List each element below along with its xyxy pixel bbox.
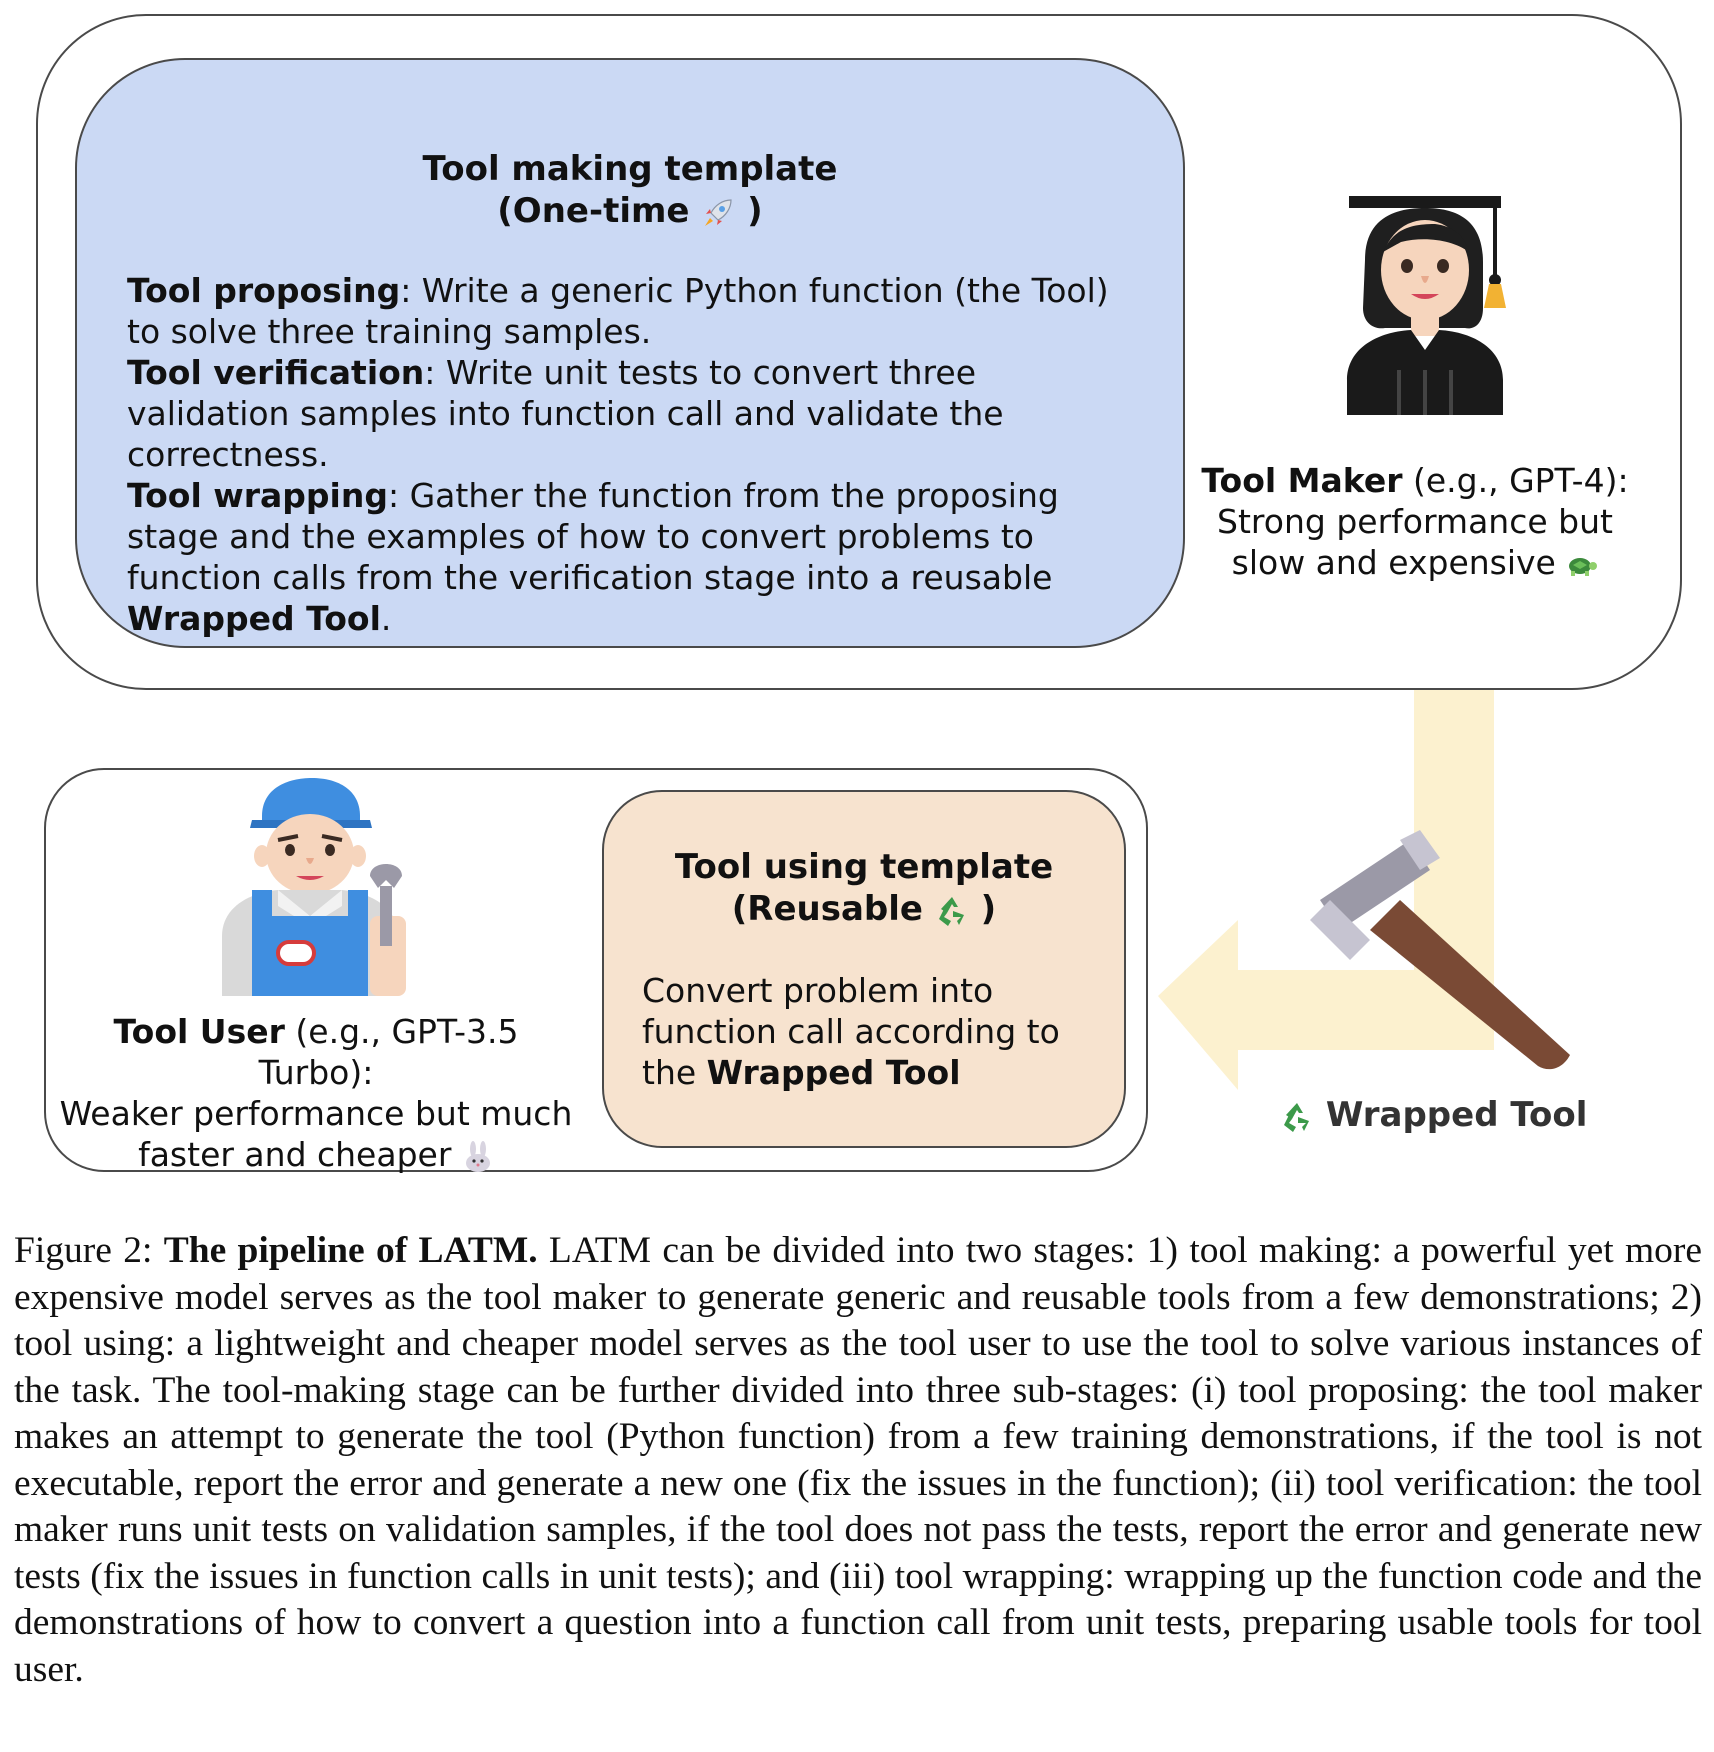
rabbit-icon [462,1141,494,1173]
tool-user-caption: Tool User (e.g., GPT-3.5 Turbo): Weaker performance but much faster and cheaper [59,1012,573,1174]
tool-maker-caption: Tool Maker (e.g., GPT-4): Strong performance but slow and expensive [1201,461,1629,582]
graduate-student-icon [1325,190,1525,415]
hammer-icon [1300,830,1580,1070]
figure-caption: Figure 2: The pipeline of LATM. LATM can be divided into two stages: 1) tool making: a powerful yet more expensive model serves as the tool maker to generate generic and reusable tools from a few demonstrations; 2) tool using: a lightweight and cheaper model serves as the tool user to use the tool to solve various instances of the task. The tool-making stage can be further divided into three sub-stages: (i) tool proposing: the tool maker makes an attempt to generate the tool (Python function) from a few training demonstrations, if the tool is not executable, report the error and generate a new one (fix the issues in the function); (ii) tool verification: the tool maker runs unit tests on validation samples, if the tool does not pass the tests, report the error and generate new tests (fix the issues in function calls in unit tests); and (iii) tool wrapping: wrapping up the function code and the demonstrations of how to convert a question into a function call from unit tests, preparing usable tools for tool user. [14,1230,1702,1690]
tool-using-template-panel [602,790,1126,1148]
step-tool-verification: Tool verification: Write unit tests to convert three validation samples into function call and validate the correctness. [127,353,1004,474]
recycle-icon [935,895,969,927]
tool-using-description: Convert problem into function call according to the Wrapped Tool [642,971,1060,1092]
rocket-icon [701,196,735,230]
mechanic-icon [222,776,412,996]
step-tool-proposing: Tool proposing: Write a generic Python function (the Tool) to solve three training samples. [127,271,1109,351]
tool-making-steps [127,270,1143,639]
tool-making-template-title: Tool making template (One-time ) [422,149,838,231]
tool-making-template-panel [75,58,1185,648]
wrapped-tool-label: Wrapped Tool [1280,1095,1587,1135]
recycle-icon [1280,1101,1314,1133]
turtle-icon [1566,553,1598,577]
tool-using-template-title: Tool using template (Reusable ) [674,847,1054,929]
step-tool-wrapping: Tool wrapping: Gather the function from the proposing stage and the examples of how to convert problems to function calls from the verification stage into a reusable Wrapped Tool. [127,476,1059,638]
